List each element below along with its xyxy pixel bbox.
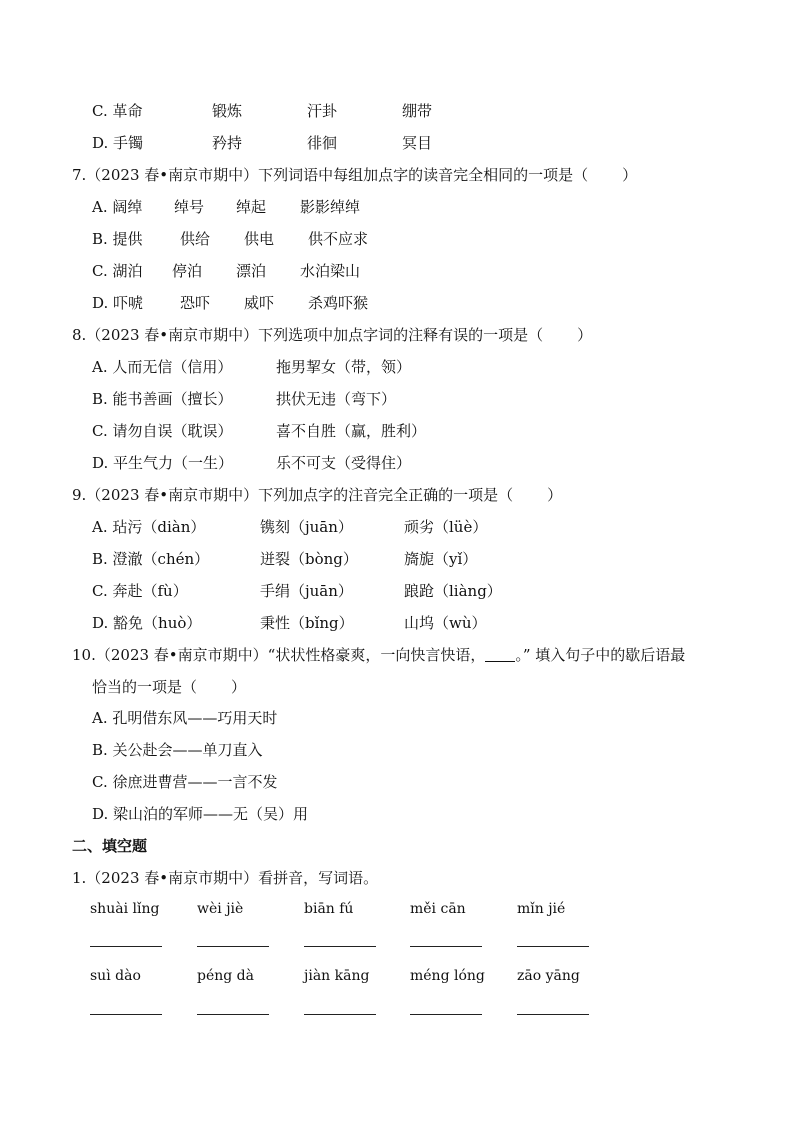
answer-blank-2[interactable] — [197, 946, 269, 947]
q8-b-1: B. 能书善画（擅长） — [92, 390, 233, 408]
pinyin-7: péng dà — [197, 968, 254, 984]
q7-b-3: 供电 — [244, 230, 275, 248]
q6-d-word3: 徘徊 — [307, 134, 338, 152]
q6-c-word3: 汗卦 — [307, 102, 338, 120]
q6-c-word2: 锻炼 — [212, 102, 243, 120]
pinyin-1: shuài lǐng — [90, 901, 160, 917]
q7-c-1: C. 湖泊 — [92, 262, 143, 280]
q7-c-3: 漂泊 — [236, 262, 267, 280]
answer-blank-4[interactable] — [410, 946, 482, 947]
q7-a-3: 绰起 — [236, 198, 267, 216]
q8-b-2: 拱伏无违（弯下） — [276, 390, 397, 408]
answer-blank-1[interactable] — [90, 946, 162, 947]
q7-stem — [72, 165, 637, 185]
q9-b-2: 迸裂（bòng） — [260, 550, 358, 568]
q8-stem — [72, 325, 592, 345]
q7-d-3: 威吓 — [244, 294, 275, 312]
q9-a-1: A. 玷污（diàn） — [92, 518, 206, 536]
pinyin-2: wèi jiè — [197, 901, 244, 917]
pinyin-5: mǐn jié — [517, 901, 566, 917]
q7-d-2: 恐吓 — [180, 294, 211, 312]
q7-a-2: 绰号 — [174, 198, 205, 216]
pinyin-4: měi cān — [410, 901, 466, 917]
answer-blank-6[interactable] — [90, 1014, 162, 1015]
q9-stem — [72, 485, 562, 505]
q7-a-4: 影影绰绰 — [300, 198, 361, 216]
q8-d-1: D. 平生气力（一生） — [92, 454, 234, 472]
q10-stem-b: 。” 填入句子中的歇后语最 — [515, 646, 686, 664]
answer-blank-7[interactable] — [197, 1014, 269, 1015]
pinyin-6: suì dào — [90, 968, 141, 984]
q9-b-1: B. 澄澈（chén） — [92, 550, 210, 568]
q6-d-word2: 矜持 — [212, 134, 243, 152]
q9-c-2: 手绢（juān） — [260, 582, 353, 600]
answer-blank-10[interactable] — [517, 1014, 589, 1015]
q8-c-2: 喜不自胜（赢，胜利） — [276, 422, 427, 440]
q7-c-4: 水泊梁山 — [300, 262, 361, 280]
q10-option-d: D. 梁山泊的军师——无（吴）用 — [92, 805, 309, 823]
q9-b-3: 旖旎（yǐ） — [404, 550, 478, 568]
q7-b-2: 供给 — [180, 230, 211, 248]
q9-close: ） — [547, 486, 563, 504]
q10-stem-line2 — [92, 677, 246, 697]
q10-close: ） — [231, 678, 247, 696]
q8-d-2: 乐不可支（受得住） — [276, 454, 412, 472]
q10-answer-blank — [485, 647, 515, 662]
q7-d-1: D. 吓唬 — [92, 294, 144, 312]
q7-b-1: B. 提供 — [92, 230, 143, 248]
q7-stem-text: 7.（2023 春•南京市期中）下列词语中每组加点字的读音完全相同的一项是（ — [72, 166, 589, 184]
q7-d-4: 杀鸡吓猴 — [308, 294, 369, 312]
q9-d-3: 山坞（wù） — [404, 614, 487, 632]
q9-a-3: 顽劣（lüè） — [404, 518, 488, 536]
q9-a-2: 镌刻（juān） — [260, 518, 353, 536]
q7-close: ） — [622, 166, 638, 184]
q9-d-2: 秉性（bǐng） — [260, 614, 354, 632]
q10-option-c: C. 徐庶进曹营——一言不发 — [92, 773, 278, 791]
q7-c-2: 停泊 — [172, 262, 203, 280]
answer-blank-5[interactable] — [517, 946, 589, 947]
answer-blank-8[interactable] — [304, 1014, 376, 1015]
pinyin-8: jiàn kāng — [304, 968, 370, 984]
q9-c-1: C. 奔赴（fù） — [92, 582, 188, 600]
q10-option-a: A. 孔明借东风——巧用天时 — [92, 709, 278, 727]
q8-a-2: 拖男挈女（带，领） — [276, 358, 412, 376]
q6-d-label: D. 手镯 — [92, 134, 144, 152]
pinyin-3: biān fú — [304, 901, 354, 917]
q9-stem-text: 9.（2023 春•南京市期中）下列加点字的注音完全正确的一项是（ — [72, 486, 514, 504]
q6-c-label: C. 革命 — [92, 102, 143, 120]
q9-c-3: 踉跄（liàng） — [404, 582, 502, 600]
q10-stem2: 恰当的一项是（ — [92, 678, 198, 696]
section-heading: 二、填空题 — [72, 837, 148, 855]
q6-d-word4: 冥目 — [402, 134, 433, 152]
pinyin-10: zāo yāng — [517, 968, 580, 984]
q8-close: ） — [577, 326, 593, 344]
q7-b-4: 供不应求 — [308, 230, 369, 248]
q10-stem-a: 10.（2023 春•南京市期中）“状状性格豪爽，一向快言快语， — [72, 646, 486, 664]
q8-stem-text: 8.（2023 春•南京市期中）下列选项中加点字词的注释有误的一项是（ — [72, 326, 544, 344]
q6-c-word4: 绷带 — [402, 102, 433, 120]
fill-q1-stem: 1.（2023 春•南京市期中）看拼音，写词语。 — [72, 869, 379, 887]
q10-stem — [72, 645, 685, 665]
q8-c-1: C. 请勿自误（耽误） — [92, 422, 233, 440]
answer-blank-9[interactable] — [410, 1014, 482, 1015]
answer-blank-3[interactable] — [304, 946, 376, 947]
pinyin-9: méng lóng — [410, 968, 485, 984]
q8-a-1: A. 人而无信（信用） — [92, 358, 233, 376]
q9-d-1: D. 豁免（huò） — [92, 614, 202, 632]
q7-a-1: A. 阔绰 — [92, 198, 143, 216]
q10-option-b: B. 关公赴会——单刀直入 — [92, 741, 263, 759]
